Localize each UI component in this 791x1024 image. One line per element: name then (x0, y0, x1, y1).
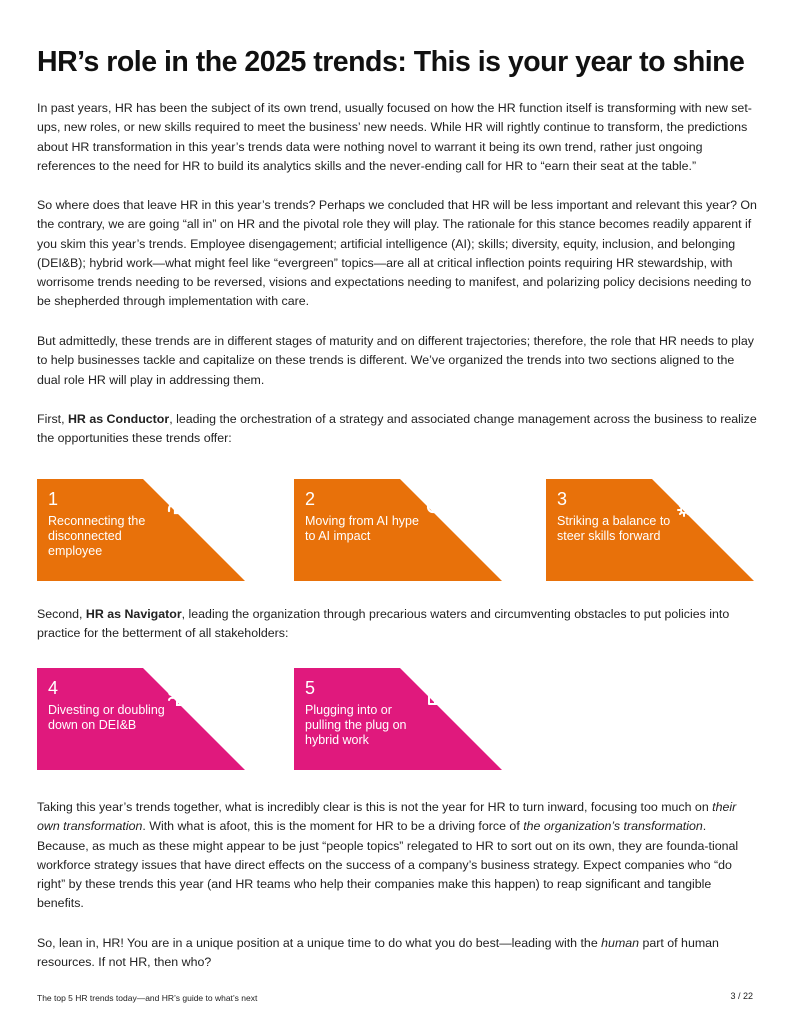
skills-settings-icon (676, 487, 708, 519)
people-group-icon (167, 487, 199, 519)
trend-tile-1[interactable] (37, 479, 245, 581)
trend-label: Reconnecting the disconnected employee (48, 514, 146, 558)
conductor-term: HR as Conductor (67, 412, 170, 426)
trend-tile-2[interactable] (294, 479, 502, 581)
inclusion-network-icon (167, 676, 199, 708)
trends-stance-paragraph: So where does that leave HR in this year’s trends? Perhaps we concluded that HR will be less important and relevant this year? On the contrary, we are going “all in” on HR and the pivotal role they will play. The rationale for this stance becomes readily apparent if you skim this year’s trends. Employee disengagement; artificial intelligence (AI); skills; diversity, equity, inclusion, and belonging (DEI&B); hybrid work—what might feel like “evergreen” topics—are all at critical inflection points requiring HR stewardship, with worrisome trends needing to be reversed, visions and expectations needing to manifest, and polarizing policy decisions needing to be shepherded through implementation with care. (37, 198, 757, 309)
footer-document-title: The top 5 HR trends today—and HR’s guide to what’s next (37, 993, 258, 1003)
trend-label: Striking a balance to steer skills forward (557, 514, 671, 543)
trend-tile-4[interactable] (37, 668, 245, 770)
intro-paragraph: In past years, HR has been the subject of its own trend, usually focused on how the HR function itself is transforming with new set-ups, new roles, or new skills required to meet the business’ new needs. While HR will rightly continue to transform, the predictions about HR transformation in this year’s trends data were nothing novel to warrant it being its own trend, rather just ongoing references to the need for HR to build its analytics skills and the never-ending call for HR to “earn their seat at the table.” (37, 101, 752, 173)
page-title: HR’s role in the 2025 trends: This is your year to shine (37, 46, 745, 78)
trend-label: Moving from AI hype to AI impact (305, 514, 419, 543)
trend-number: 4 (48, 678, 59, 698)
conductor-paragraph: First, HR as Conductor, leading the orchestration of a strategy and associated change management across the business to realize the opportunities these trends offer: (37, 412, 757, 446)
cloud-icon (424, 487, 456, 519)
storefront-icon (424, 676, 456, 708)
trend-tile-3[interactable] (546, 479, 754, 581)
trend-tile-5[interactable] (294, 668, 502, 770)
trend-number: 3 (557, 489, 568, 509)
closing-paragraph: So, lean in, HR! You are in a unique position at a unique time to do what you do best—leading with the human part of human resources. If not HR, then who? (37, 936, 719, 970)
trend-number: 1 (48, 489, 59, 509)
trend-label: Divesting or doubling down on DEI&B (48, 703, 165, 732)
maturity-paragraph: But admittedly, these trends are in different stages of maturity and on different trajectories; therefore, the role that HR needs to play to help businesses tackle and capitalize on these trends is different. We’ve organized the trends into two sections aligned to the dual role HR will play in addressing them. (37, 334, 754, 387)
navigator-paragraph: Second, HR as Navigator, leading the organization through precarious waters and circumventing obstacles to put policies into practice for the betterment of all stakeholders: (37, 607, 730, 641)
trend-label: Plugging into or pulling the plug on hybrid work (305, 703, 407, 747)
trend-number: 2 (305, 489, 316, 509)
page-number: 3 / 22 (730, 991, 753, 1001)
trend-number: 5 (305, 678, 316, 698)
conclusion-paragraph: Taking this year’s trends together, what is incredibly clear is this is not the year for HR to turn inward, focusing too much on their own transformation. With what is afoot, this is the moment for HR to be a driving force of the organization’s transformation. Because, as much as these might appear to be just “people topics” relegated to HR to sort out on its own, they are founda-tional workforce strategy issues that have direct effects on the success of a company’s business strategy. Expect companies who “do right” by these trends this year (and HR teams who help their companies make this happen) to reap significant and tangible benefits. (37, 800, 739, 911)
navigator-term: HR as Navigator (85, 607, 182, 621)
